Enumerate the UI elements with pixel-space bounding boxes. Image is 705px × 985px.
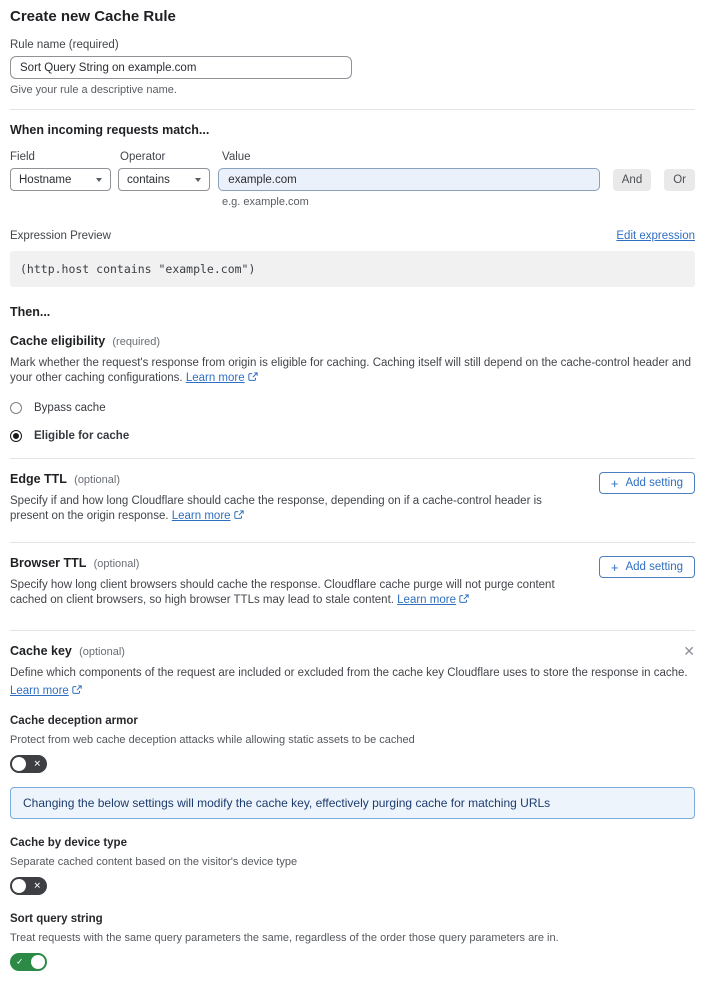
value-helper: e.g. example.com xyxy=(222,196,309,208)
edge-ttl-section xyxy=(10,472,695,524)
plus-icon: + xyxy=(610,559,619,575)
cache-deception-armor-description: Protect from web cache deception attacks while allowing static assets to be cached xyxy=(10,734,415,746)
toggle-knob xyxy=(31,955,45,969)
expression-preview-row xyxy=(10,230,695,242)
cache-by-device-type-setting xyxy=(10,837,695,895)
cache-key-learn-more-link[interactable]: Learn more xyxy=(10,685,69,697)
edge-ttl-title-row xyxy=(10,472,695,524)
operator-select-value: contains xyxy=(127,173,170,186)
radio-selected-icon xyxy=(10,430,22,442)
edge-ttl-add-setting-button[interactable] xyxy=(599,472,695,494)
cache-deception-armor-setting xyxy=(10,715,695,773)
field-select-value: Hostname xyxy=(19,173,72,186)
radio-unselected-icon xyxy=(10,402,22,414)
rule-name-helper: Give your rule a descriptive name. xyxy=(10,84,177,96)
edge-ttl-qualifier: (optional) xyxy=(74,474,121,486)
edge-ttl-description xyxy=(10,494,568,524)
edge-ttl-add-setting-label: Add setting xyxy=(625,477,683,489)
page-title: Create new Cache Rule xyxy=(10,8,176,25)
radio-option-bypass-cache[interactable] xyxy=(10,402,695,414)
cache-key-qualifier: (optional) xyxy=(79,646,125,658)
edge-ttl-description-text: Specify if and how long Cloudflare should cache the response, depending on if a cache-control header is present on the origin response. xyxy=(10,495,542,522)
toggle-on-check-icon: ✓ xyxy=(16,956,24,967)
cache-eligibility-description xyxy=(10,356,695,386)
rule-name-label: Rule name (required) xyxy=(10,39,119,51)
close-icon[interactable]: ✕ xyxy=(683,643,695,659)
cache-key-warning-banner: Changing the below settings will modify the cache key, effectively purging cache for matching URLs xyxy=(10,787,695,819)
cache-eligibility-qualifier: (required) xyxy=(112,336,161,348)
cache-deception-armor-toggle[interactable] xyxy=(10,755,47,773)
edge-ttl-learn-more-link[interactable]: Learn more xyxy=(171,510,231,522)
browser-ttl-title-wrap xyxy=(10,556,568,608)
cache-by-device-type-description: Separate cached content based on the visitor's device type xyxy=(10,856,298,868)
cache-key-section xyxy=(10,644,695,971)
rule-name-input[interactable] xyxy=(10,56,352,79)
and-button[interactable]: And xyxy=(613,169,651,191)
expression-preview-code: (http.host contains "example.com") xyxy=(10,251,695,287)
browser-ttl-learn-more-link[interactable]: Learn more xyxy=(397,594,456,606)
expression-preview-label: Expression Preview xyxy=(10,230,111,242)
sort-query-string-setting xyxy=(10,913,695,971)
cache-key-description: Define which components of the request are included or excluded from the cache key Cloudflare uses to store the response in cache. xyxy=(10,667,688,679)
browser-ttl-description xyxy=(10,578,568,608)
matcher-labels xyxy=(10,151,695,163)
external-link-icon xyxy=(234,511,244,523)
browser-ttl-section xyxy=(10,556,695,608)
cache-eligibility-section xyxy=(10,334,695,442)
value-label: Value xyxy=(222,151,251,163)
browser-ttl-qualifier: (optional) xyxy=(93,558,140,570)
divider xyxy=(10,109,695,110)
plus-icon: + xyxy=(610,475,619,491)
chevron-down-icon xyxy=(195,178,201,182)
browser-ttl-add-setting-label: Add setting xyxy=(625,561,683,573)
chevron-down-icon xyxy=(96,178,102,182)
radio-option-eligible-for-cache[interactable] xyxy=(10,430,695,442)
external-link-icon xyxy=(72,686,82,698)
toggle-knob xyxy=(12,879,26,893)
edit-expression-link[interactable]: Edit expression xyxy=(616,230,695,242)
cache-key-title-row xyxy=(10,644,695,658)
cache-eligibility-title-row xyxy=(10,334,695,348)
then-section-heading: Then... xyxy=(10,305,51,319)
divider xyxy=(10,630,695,631)
browser-ttl-add-setting-button[interactable] xyxy=(599,556,695,578)
radio-label-bypass-cache: Bypass cache xyxy=(34,402,106,414)
matcher-row xyxy=(10,168,695,191)
cache-key-title-wrap xyxy=(10,644,125,658)
divider xyxy=(10,458,695,459)
toggle-off-x-icon: ✕ xyxy=(33,880,41,891)
cache-key-title: Cache key xyxy=(10,644,72,658)
cache-eligibility-description-text: Mark whether the request's response from origin is eligible for caching. Caching itself will still depend on the cache-control header and your other caching configurations. xyxy=(10,357,692,384)
divider xyxy=(10,542,695,543)
toggle-off-x-icon: ✕ xyxy=(33,758,41,769)
cache-eligibility-title: Cache eligibility xyxy=(10,334,106,348)
cache-deception-armor-title: Cache deception armor xyxy=(10,715,138,727)
toggle-knob xyxy=(12,757,26,771)
cache-key-learn-more-line xyxy=(10,684,695,697)
edge-ttl-title-wrap xyxy=(10,472,568,524)
value-input[interactable] xyxy=(218,168,599,191)
field-label: Field xyxy=(10,151,35,163)
operator-select[interactable] xyxy=(118,168,210,191)
cache-by-device-type-toggle[interactable] xyxy=(10,877,47,895)
browser-ttl-description-text: Specify how long client browsers should cache the response. Cloudflare cache purge will not purge content cached on client browsers, so high browser TTLs may lead to stale content. xyxy=(10,579,555,606)
browser-ttl-title: Browser TTL xyxy=(10,556,87,570)
sort-query-string-toggle[interactable] xyxy=(10,953,47,971)
cache-by-device-type-title: Cache by device type xyxy=(10,837,127,849)
radio-label-eligible-for-cache: Eligible for cache xyxy=(34,430,130,442)
edge-ttl-title: Edge TTL xyxy=(10,472,67,486)
cache-eligibility-learn-more-link[interactable]: Learn more xyxy=(185,372,245,384)
or-button[interactable]: Or xyxy=(664,169,695,191)
sort-query-string-title: Sort query string xyxy=(10,913,103,925)
match-section-heading: When incoming requests match... xyxy=(10,123,210,137)
external-link-icon xyxy=(248,373,258,385)
sort-query-string-description: Treat requests with the same query parameters the same, regardless of the order those query parameters are in. xyxy=(10,932,559,944)
browser-ttl-title-row xyxy=(10,556,695,608)
operator-label: Operator xyxy=(120,151,166,163)
external-link-icon xyxy=(459,595,469,607)
field-select[interactable] xyxy=(10,168,111,191)
